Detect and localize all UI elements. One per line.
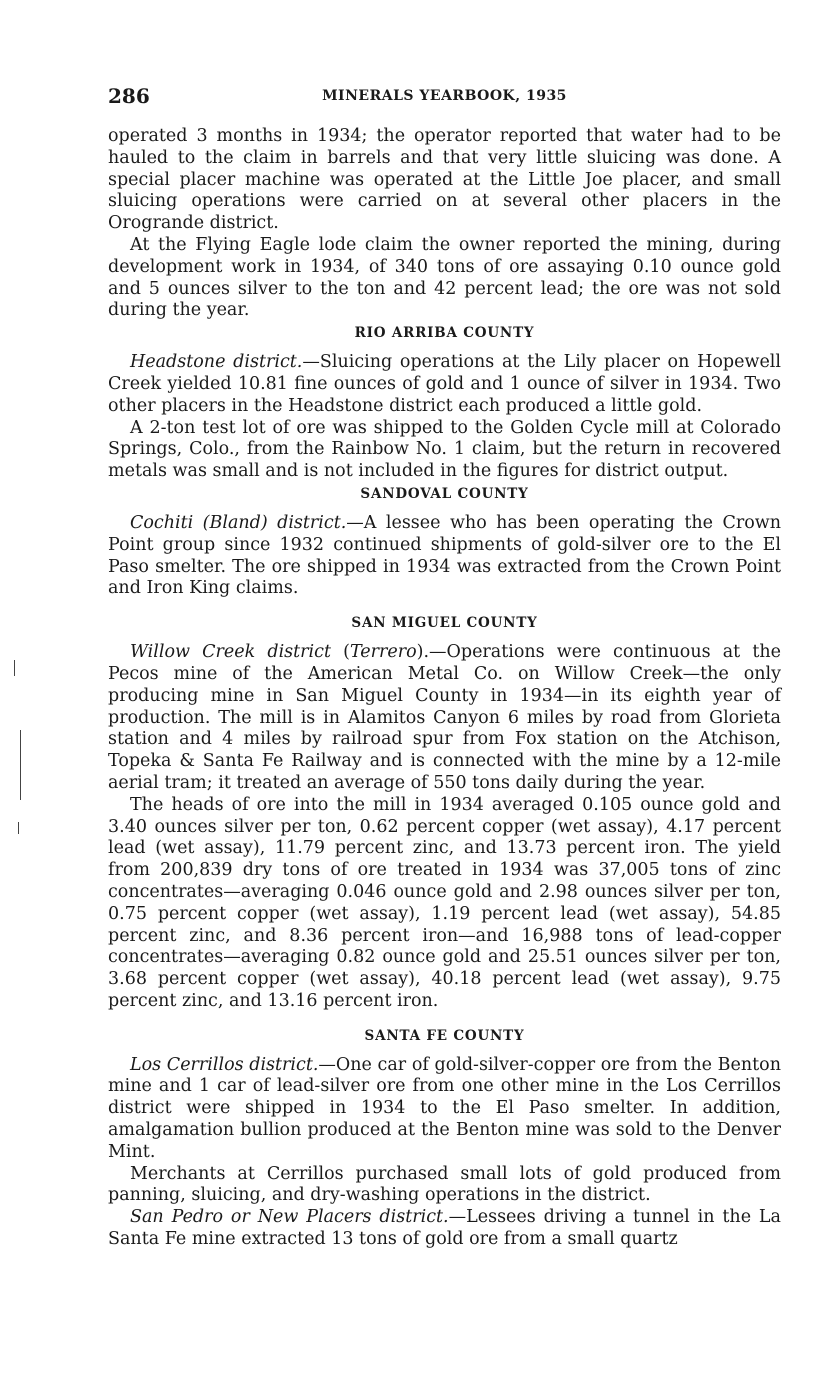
paragraph-los-cerrillos — [108, 1055, 781, 1164]
paragraph-golden-cycle: A 2-ton test lot of ore was shipped to the Golden Cycle mill at Colorado Springs, Colo., from the Rainbow No. 1 claim, but the return in recovered metals was small and is not included in the figures for district output. — [108, 417, 781, 482]
paragraph-merchants: Merchants at Cerrillos purchased small lots of gold produced from panning, sluicing, and dry-washing operations in the district. — [108, 1163, 781, 1206]
paragraph-los-cerrillos-body: —One car of gold-silver-copper ore from the Benton mine and 1 car of lead-silver ore from one other mine in the Los Cerrillos district were shipped in 1934 to the El Paso smelter. In addition, amalgamation bullion produced at the Benton mine was sold to the Denver Mint. — [108, 1054, 781, 1162]
district-name-los-cerrillos: Los Cerrillos district. — [130, 1054, 319, 1075]
heading-santa-fe: SANTA FE COUNTY — [364, 1027, 525, 1044]
paragraph-san-pedro — [108, 1207, 781, 1251]
paragraph-willow-creek-body: ).—Operations were continuous at the Pecos mine of the American Metal Co. on Willow Creek—the only producing mine in San Miguel County in 1934—in its eighth year of production. The mill is in Alamitos Canyon 6 miles by road from Glorieta station and 4 miles by railroad spur from Fox station on the Atchison, Topeka & Santa Fe Railway and is connected with the mine by a 12-mile aerial tram; it treated an average of 550 tons daily during the year. — [108, 642, 782, 793]
paragraph-cochiti-body: —A lessee who has been operating the Crown Point group since 1932 continued shipments of gold-silver ore to the El Paso smelter. The ore shipped in 1934 was extracted from the Crown Point and Iron King claims. — [108, 512, 781, 599]
page — [108, 84, 781, 1251]
running-title: MINERALS YEARBOOK, 1935 — [322, 88, 567, 104]
running-header — [108, 84, 781, 114]
heading-san-miguel: SAN MIGUEL COUNTY — [351, 615, 538, 632]
district-name-terrero: Terrero — [349, 642, 417, 663]
heading-rio-arriba: RIO ARRIBA COUNTY — [354, 325, 535, 342]
paragraph-continued: operated 3 months in 1934; the operator reported that water had to be hauled to the claim in barrels and that very little sluicing was done. A special placer machine was operated at the Little Joe placer, and small sluicing operations were carried on at several other placers in the Orogrande district. — [108, 126, 781, 234]
paragraph-willow-creek — [108, 642, 781, 795]
paren-open: ( — [330, 642, 350, 663]
paragraph-cochiti — [108, 513, 781, 600]
paragraph-flying-eagle: At the Flying Eagle lode claim the owner reported the mining, during development work in 1934, of 340 tons of ore assaying 0.10 ounce gold and 5 ounces silver to the ton and 42 percent lead; the ore was not sold during the year. — [108, 234, 781, 321]
paragraph-headstone-body: —Sluicing operations at the Lily placer on Hopewell Creek yielded 10.81 fine ounces of gold and 1 ounce of silver in 1934. Two other placers in the Headstone district each produced a little gold. — [108, 352, 781, 416]
scan-mark — [20, 730, 21, 800]
district-name-headstone: Headstone district. — [130, 352, 303, 373]
paragraph-headstone — [108, 352, 781, 417]
paragraph-san-pedro-body: —Lessees driving a tunnel in the La Santa Fe mine extracted 13 tons of gold ore from a small quartz — [108, 1207, 781, 1250]
paragraph-mill-heads: The heads of ore into the mill in 1934 averaged 0.105 ounce gold and 3.40 ounces silver per ton, 0.62 percent copper (wet assay), 4.17 percent lead (wet assay), 11.79 percent zinc, and 13.73 percent iron. The yield from 200,839 dry tons of ore treated in 1934 was 37,005 tons of zinc concentrates—averaging 0.046 ounce gold and 2.98 ounces silver per ton, 0.75 percent copper (wet assay), 1.19 percent lead (wet assay), 54.85 percent zinc, and 8.36 percent iron—and 16,988 tons of lead-copper concentrates—averaging 0.82 ounce gold and 25.51 ounces silver per ton, 3.68 percent copper (wet assay), 40.18 percent lead (wet assay), 9.75 percent zinc, and 13.16 percent iron. — [108, 794, 781, 1011]
heading-sandoval: SANDOVAL COUNTY — [360, 485, 529, 502]
district-name-willow-creek: Willow Creek district — [130, 642, 331, 663]
scan-mark — [18, 822, 19, 834]
district-name-san-pedro: San Pedro or New Placers district. — [130, 1207, 449, 1228]
district-name-cochiti: Cochiti (Bland) district. — [130, 512, 347, 533]
page-number: 286 — [108, 84, 150, 108]
scan-mark — [14, 660, 15, 676]
